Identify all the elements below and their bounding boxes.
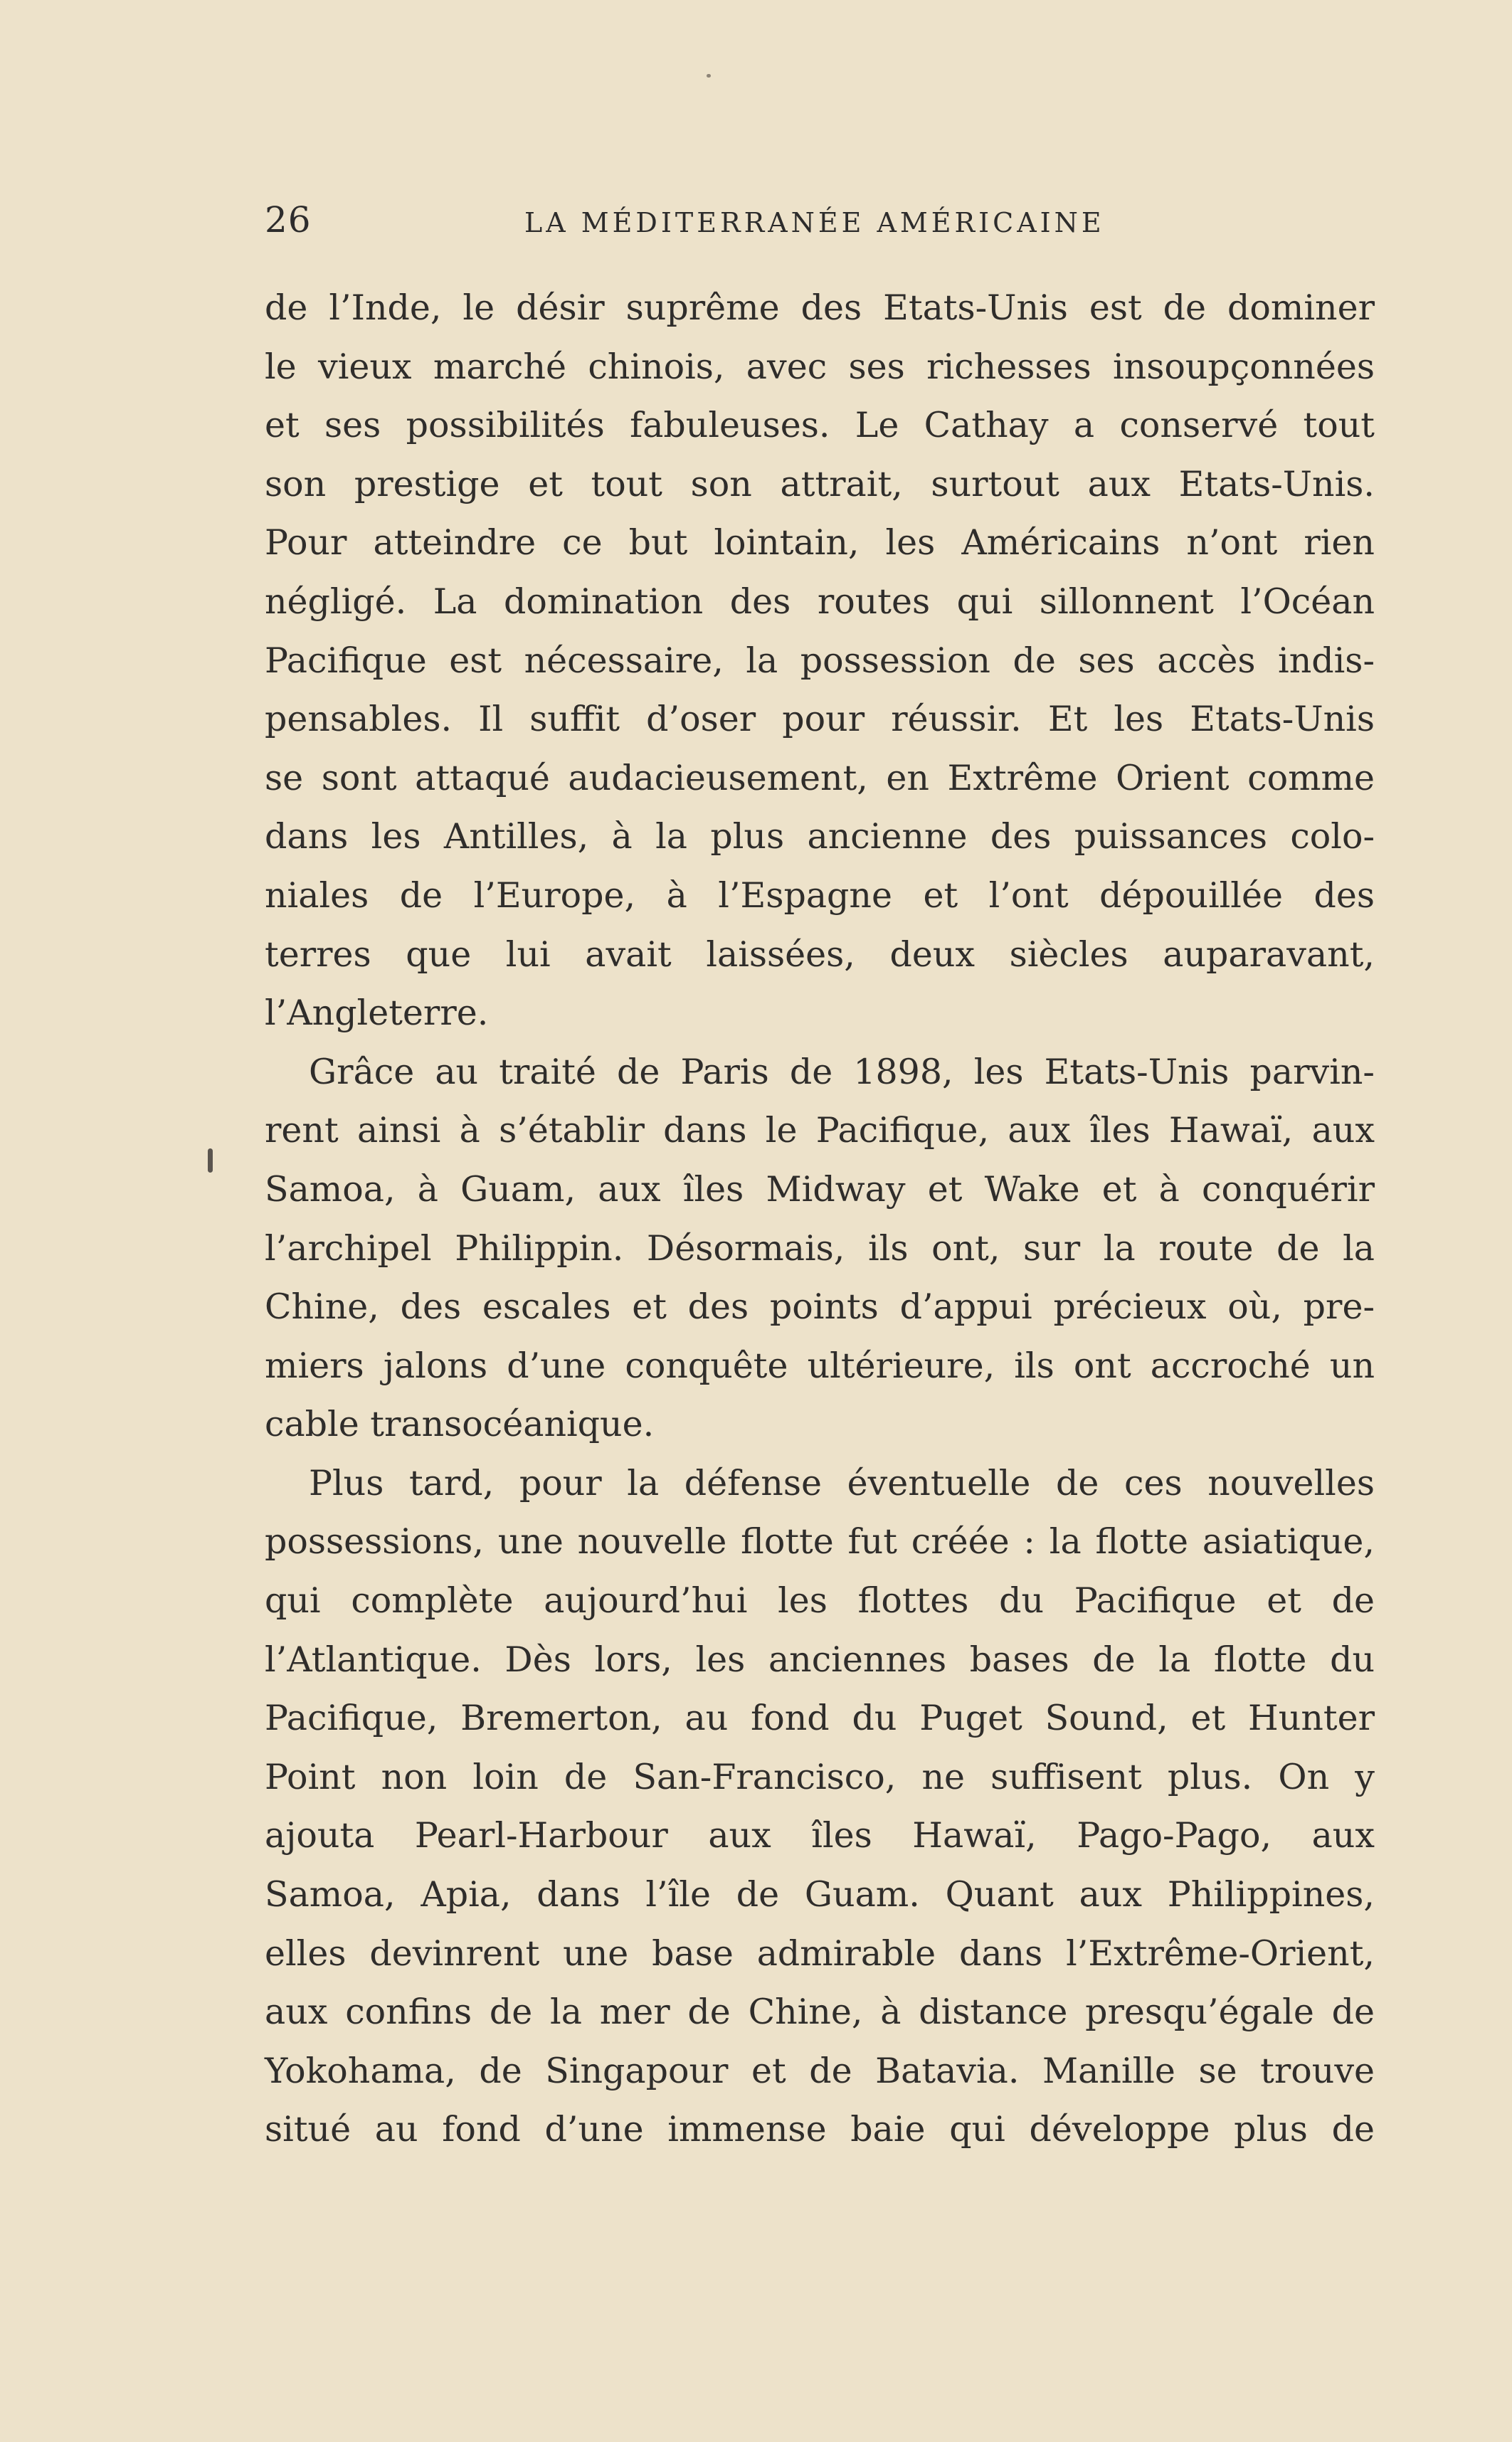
text-line: possessions, une nouvelle flotte fut créée : la flotte asiatique, [265, 1521, 1375, 1563]
text-line: Plus tard, pour la défense éventuelle de ces nouvelles [309, 1462, 1375, 1503]
text-line: de l’Inde, le désir suprême des Etats-Unis est de dominer [265, 287, 1375, 328]
text-line: Grâce au traité de Paris de 1898, les Etats-Unis parvin- [309, 1051, 1375, 1092]
page-number: 26 [265, 199, 312, 240]
text-line: qui complète aujourd’hui les flottes du Pacifique et de [265, 1580, 1375, 1622]
ink-speck [707, 74, 711, 78]
text-line: Point non loin de San-Francisco, ne suffisent plus. On y [265, 1756, 1375, 1797]
text-line: cable transocéanique. [265, 1404, 655, 1445]
text-line: ajouta Pearl-Harbour aux îles Hawaï, Pago-Pago, aux [265, 1815, 1375, 1856]
text-line: Pacifique, Bremerton, au fond du Puget Sound, et Hunter [265, 1698, 1375, 1739]
text-line: niales de l’Europe, à l’Espagne et l’ont dépouillée des [265, 874, 1375, 916]
text-line: Samoa, à Guam, aux îles Midway et Wake et à conquérir [265, 1168, 1375, 1210]
text-line: Chine, des escales et des points d’appui précieux où, pre- [265, 1286, 1375, 1328]
page-header [265, 199, 1375, 249]
text-line: et ses possibilités fabuleuses. Le Cathay a conservé tout [265, 405, 1375, 446]
text-line: se sont attaqué audacieusement, en Extrême Orient comme [265, 757, 1375, 798]
text-line: rent ainsi à s’établir dans le Pacifique, aux îles Hawaï, aux [265, 1110, 1375, 1151]
text-line: l’Atlantique. Dès lors, les anciennes bases de la flotte du [265, 1639, 1375, 1680]
text-line: pensables. Il suffit d’oser pour réussir. Et les Etats-Unis [265, 699, 1375, 740]
text-line: Samoa, Apia, dans l’île de Guam. Quant aux Philippines, [265, 1874, 1375, 1915]
text-line: l’archipel Philippin. Désormais, ils ont, sur la route de la [265, 1227, 1375, 1269]
text-line: Yokohama, de Singapour et de Batavia. Manille se trouve [265, 2050, 1375, 2091]
text-line: Pour atteindre ce but lointain, les Américains n’ont rien [265, 522, 1375, 564]
text-line: aux confins de la mer de Chine, à distance presqu’égale de [265, 1992, 1375, 2033]
text-line: son prestige et tout son attrait, surtout aux Etats-Unis. [265, 463, 1375, 504]
text-line: elles devinrent une base admirable dans l’Extrême-Orient, [265, 1933, 1375, 1974]
text-line: miers jalons d’une conquête ultérieure, ils ont accroché un [265, 1345, 1375, 1386]
text-line: négligé. La domination des routes qui sillonnent l’Océan [265, 581, 1375, 622]
text-line: terres que lui avait laissées, deux siècles auparavant, [265, 934, 1375, 975]
running-title: LA MÉDITERRANÉE AMÉRICAINE [524, 207, 1105, 238]
text-line: situé au fond d’une immense baie qui développe plus de [265, 2109, 1375, 2150]
body-text [265, 279, 1375, 2160]
margin-ink-mark [208, 1148, 213, 1173]
text-line: dans les Antilles, à la plus ancienne des puissances colo- [265, 816, 1375, 857]
text-line: le vieux marché chinois, avec ses richesses insoupçonnées [265, 346, 1375, 387]
text-line: Pacifique est nécessaire, la possession de ses accès indis- [265, 640, 1375, 681]
text-line: l’Angleterre. [265, 993, 489, 1034]
